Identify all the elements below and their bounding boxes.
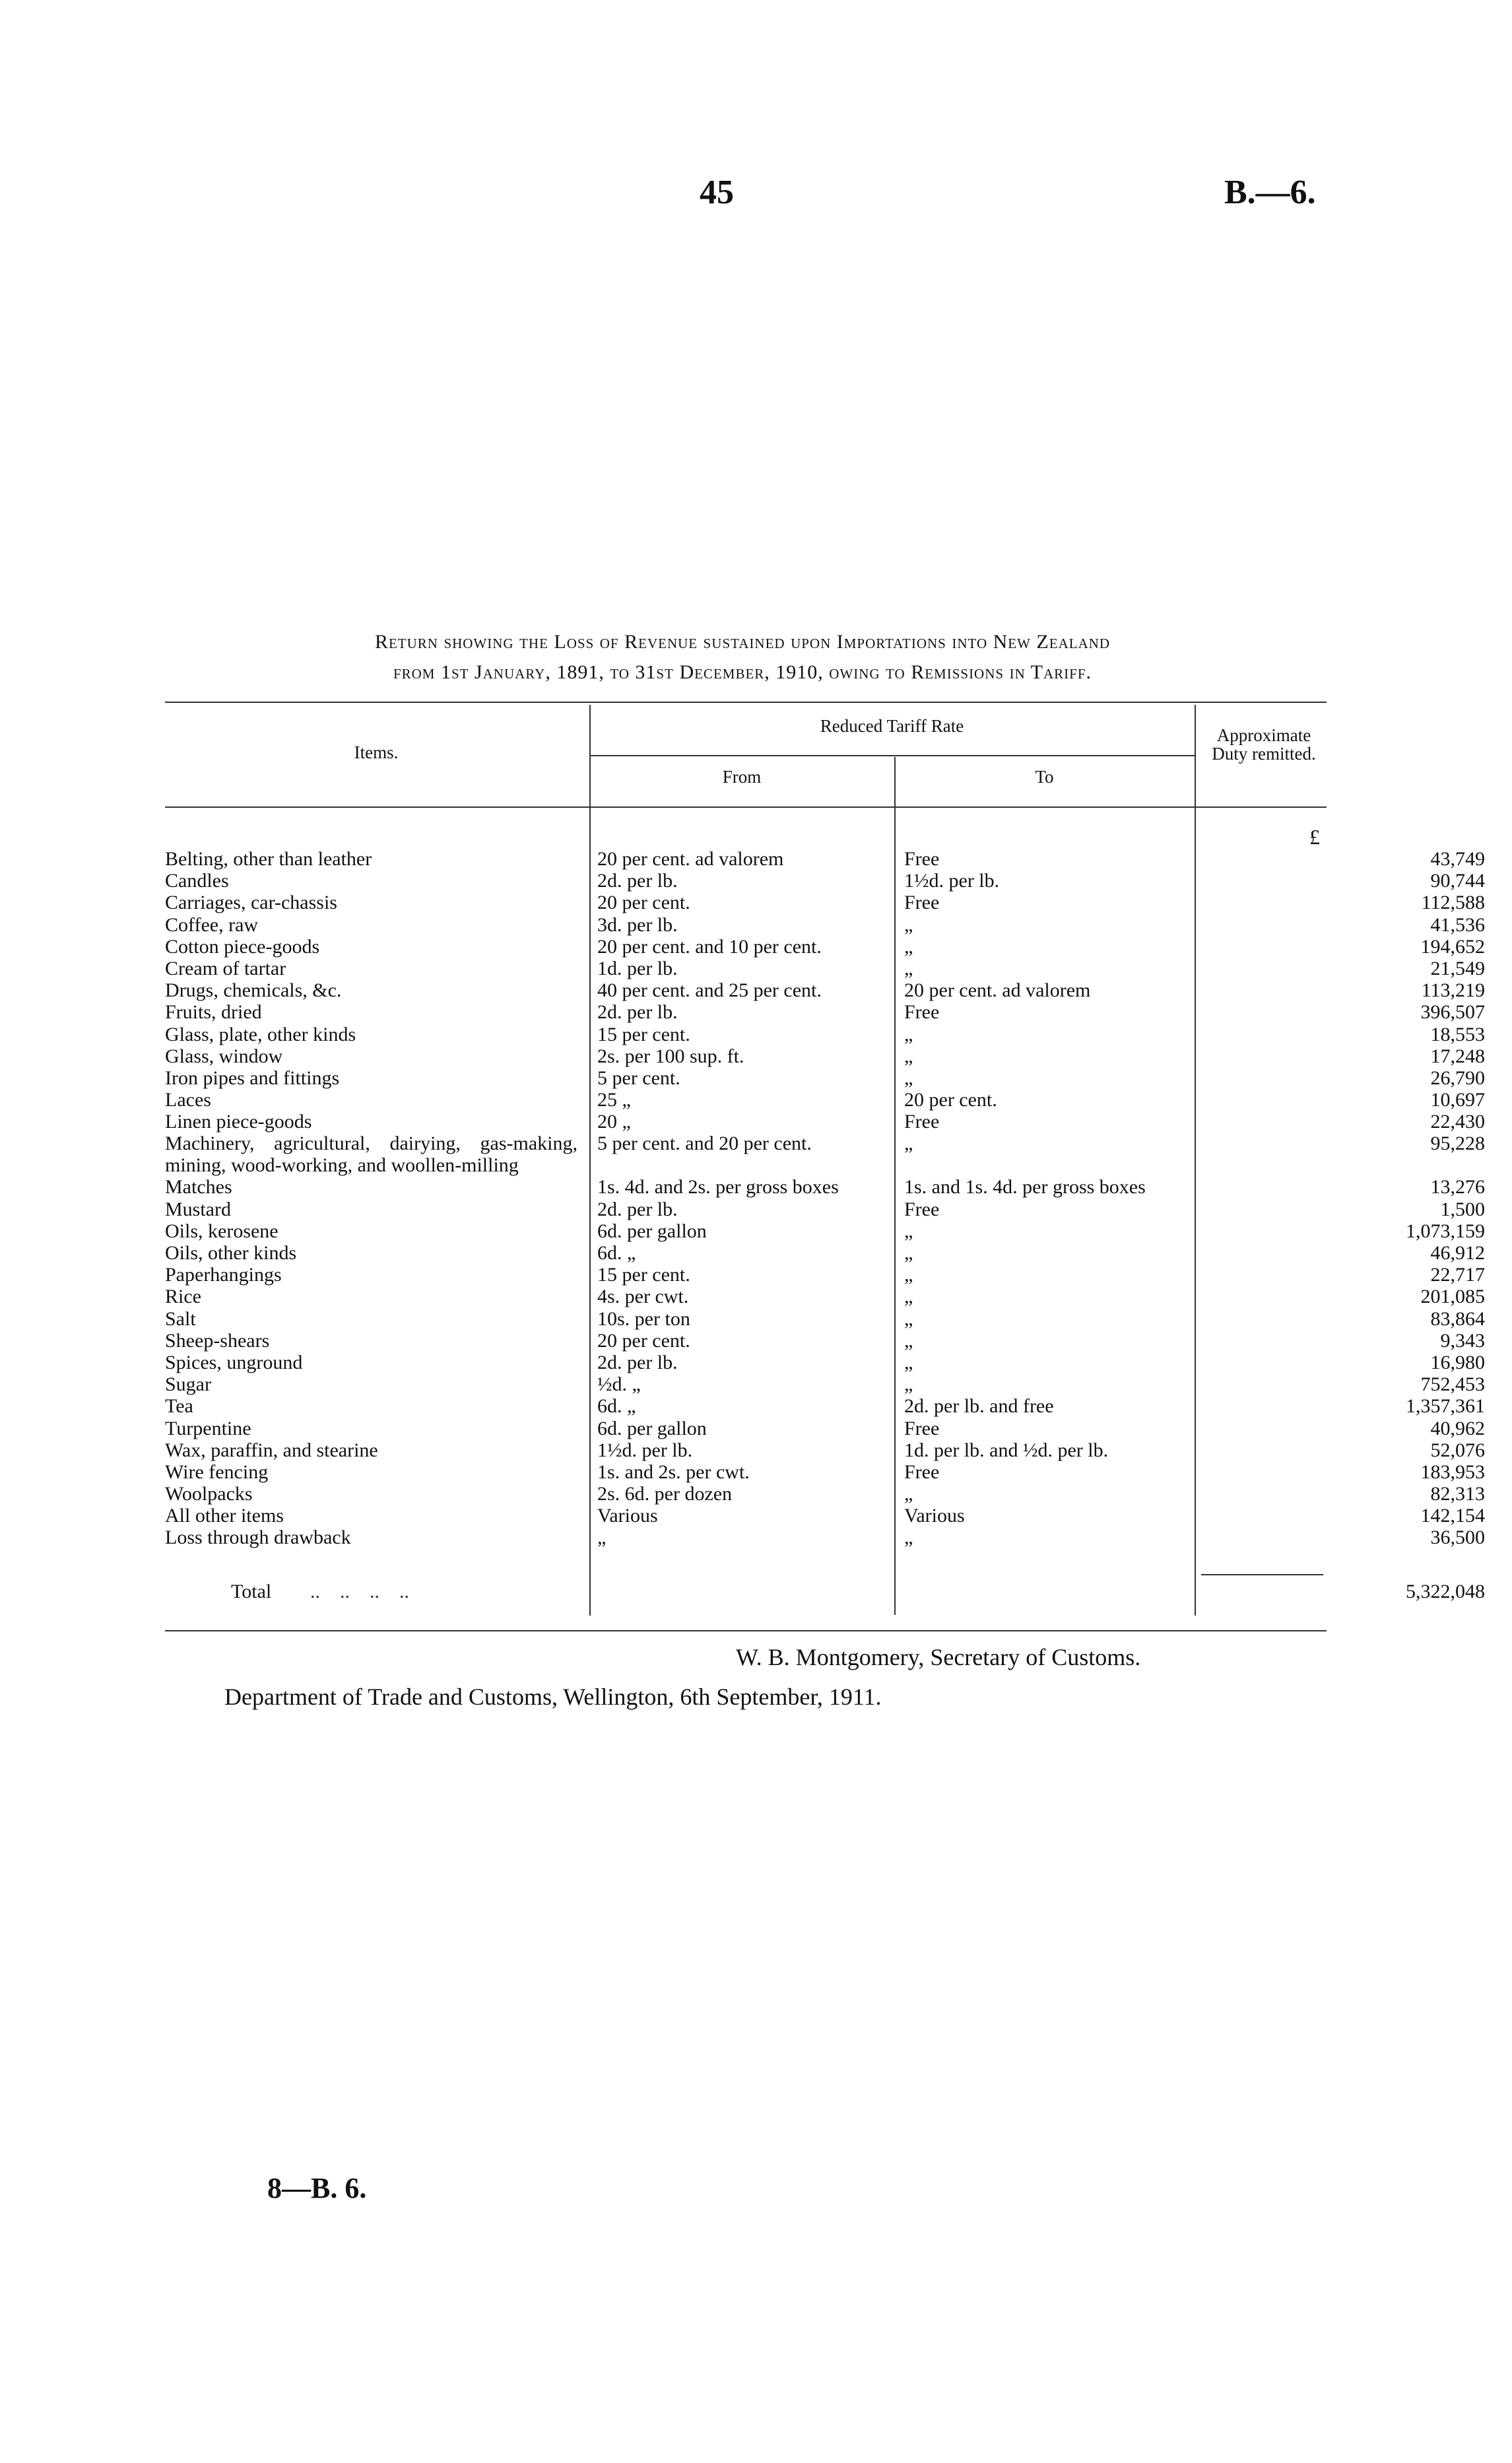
column-divider-from [894, 757, 896, 1615]
row-to-rate: „ [904, 1527, 913, 1549]
row-item: Drugs, chemicals, &c. [165, 979, 342, 1002]
row-from-rate: 2s. 6d. per dozen [597, 1483, 733, 1505]
row-item: Turpentine [165, 1417, 251, 1439]
row-to-rate: „ [904, 1067, 913, 1089]
row-from-rate: 2d. per lb. [597, 1351, 678, 1373]
row-amount: 113,219 [1421, 979, 1485, 1002]
row-to-rate: „ [904, 1023, 913, 1045]
total-rule [1201, 1574, 1323, 1575]
row-amount: 90,744 [1430, 870, 1485, 892]
row-from-rate: 3d. per lb. [597, 913, 678, 936]
title-line-2: from 1st January, 1891, to 31st December, 1910, owing to Remissions in Tariff. [393, 661, 1092, 683]
row-to-rate: 1½d. per lb. [904, 870, 1000, 892]
row-amount: 752,453 [1420, 1373, 1485, 1396]
row-to-rate: „ [904, 1220, 913, 1242]
row-amount: 9,343 [1440, 1329, 1485, 1352]
row-to-rate: „ [904, 1264, 913, 1286]
row-item: Cream of tartar [165, 957, 286, 979]
row-item: Candles [165, 870, 229, 892]
row-from-rate: 15 per cent. [597, 1023, 690, 1045]
row-amount: 17,248 [1430, 1045, 1485, 1067]
row-from-rate: 20 per cent. and 10 per cent. [597, 935, 822, 958]
row-from-rate: 6d. „ [597, 1242, 636, 1264]
row-from-rate: 6d. „ [597, 1395, 636, 1418]
table-bottom-rule [165, 1630, 1327, 1631]
row-to-rate: „ [904, 913, 913, 936]
header-to: To [1035, 767, 1054, 787]
header-from: From [722, 767, 762, 787]
row-from-rate: 2d. per lb. [597, 1001, 678, 1024]
row-from-rate: 20 „ [597, 1111, 631, 1133]
total-leaders: .. .. .. .. [310, 1581, 409, 1602]
row-amount: 41,536 [1430, 913, 1485, 936]
row-item: All other items [165, 1505, 284, 1527]
row-item: Linen piece-goods [165, 1111, 312, 1133]
row-amount: 22,430 [1430, 1111, 1485, 1133]
row-amount: 43,749 [1430, 848, 1485, 870]
row-amount: 183,953 [1420, 1461, 1485, 1483]
row-to-rate: „ [904, 1133, 913, 1155]
row-item: Salt [165, 1307, 196, 1330]
row-to-rate: 20 per cent. ad valorem [904, 979, 1091, 1002]
row-item: Paperhangings [165, 1264, 282, 1286]
row-item: Laces [165, 1089, 211, 1111]
row-item: Tea [165, 1395, 193, 1418]
row-to-rate: „ [904, 1329, 913, 1352]
row-from-rate: 2s. per 100 sup. ft. [597, 1045, 744, 1067]
row-amount: 52,076 [1430, 1439, 1485, 1461]
row-to-rate: Free [904, 1461, 940, 1483]
row-from-rate: 20 per cent. ad valorem [597, 848, 784, 870]
row-amount: 21,549 [1430, 957, 1485, 979]
row-amount: 82,313 [1430, 1483, 1485, 1505]
row-from-rate: 4s. per cwt. [597, 1286, 689, 1308]
row-from-rate: 6d. per gallon [597, 1417, 707, 1439]
row-to-rate: Various [904, 1505, 965, 1527]
row-amount: 1,357,361 [1406, 1395, 1485, 1418]
row-item: Matches [165, 1176, 232, 1199]
row-item: Rice [165, 1286, 201, 1308]
table-top-rule [165, 702, 1327, 703]
row-from-rate: 1s. and 2s. per cwt. [597, 1461, 750, 1483]
row-to-rate: 2d. per lb. and free [904, 1395, 1054, 1418]
header-bottom-rule [165, 806, 1327, 808]
row-from-rate: 6d. per gallon [597, 1220, 707, 1242]
row-item: Glass, window [165, 1045, 283, 1067]
row-amount: 112,588 [1421, 892, 1485, 914]
row-to-rate: „ [904, 957, 913, 979]
row-from-rate: 20 per cent. [597, 1329, 690, 1352]
row-amount: 40,962 [1430, 1417, 1485, 1439]
department-line: Department of Trade and Customs, Wellington, 6th September, 1911. [224, 1684, 882, 1710]
row-from-rate: 1s. 4d. and 2s. per gross boxes [597, 1176, 839, 1199]
row-amount: 36,500 [1430, 1527, 1485, 1549]
row-to-rate: „ [904, 1242, 913, 1264]
row-amount: 10,697 [1430, 1089, 1485, 1111]
row-to-rate: „ [904, 1045, 913, 1067]
row-item: Wax, paraffin, and stearine [165, 1439, 378, 1461]
row-amount: 22,717 [1430, 1264, 1485, 1286]
row-item: Oils, kerosene [165, 1220, 279, 1242]
row-to-rate: 1d. per lb. and ½d. per lb. [904, 1439, 1109, 1461]
header-items: Items. [354, 742, 399, 762]
row-amount: 83,864 [1430, 1307, 1485, 1330]
row-item: Sugar [165, 1373, 211, 1396]
row-to-rate: „ [904, 1483, 913, 1505]
row-item: Spices, unground [165, 1351, 303, 1373]
row-amount: 46,912 [1430, 1242, 1485, 1264]
row-item: Loss through drawback [165, 1527, 351, 1549]
row-from-rate: ½d. „ [597, 1373, 641, 1396]
row-item: Carriages, car-chassis [165, 892, 337, 914]
title-line-1: Return showing the Loss of Revenue sustained upon Importations into New Zealand [374, 631, 1111, 653]
document-reference: B.—6. [1224, 174, 1316, 211]
row-item: Iron pipes and fittings [165, 1067, 340, 1089]
row-from-rate: 15 per cent. [597, 1264, 690, 1286]
row-amount: 194,652 [1420, 935, 1485, 958]
row-amount: 1,500 [1440, 1198, 1485, 1220]
row-from-rate: 1d. per lb. [597, 957, 678, 979]
row-to-rate: „ [904, 1373, 913, 1396]
row-from-rate: Various [597, 1505, 658, 1527]
row-from-rate: 5 per cent. and 20 per cent. [597, 1133, 812, 1155]
row-item: Woolpacks [165, 1483, 253, 1505]
row-amount: 201,085 [1420, 1286, 1485, 1308]
row-from-rate: 1½d. per lb. [597, 1439, 693, 1461]
signature: W. B. Montgomery, Secretary of Customs. [736, 1644, 1141, 1670]
row-item: Coffee, raw [165, 913, 259, 936]
row-to-rate: „ [904, 1351, 913, 1373]
row-from-rate: 20 per cent. [597, 892, 690, 914]
row-from-rate: 40 per cent. and 25 per cent. [597, 979, 822, 1002]
row-from-rate: 25 „ [597, 1089, 631, 1111]
row-to-rate: „ [904, 935, 913, 958]
row-amount: 396,507 [1420, 1001, 1485, 1024]
row-item: Glass, plate, other kinds [165, 1023, 356, 1045]
row-to-rate: Free [904, 1417, 940, 1439]
header-reduced-tariff-rate: Reduced Tariff Rate [820, 716, 964, 736]
row-from-rate: „ [597, 1527, 607, 1549]
table-title [165, 627, 1320, 688]
row-to-rate: 20 per cent. [904, 1089, 997, 1111]
row-to-rate: Free [904, 1198, 940, 1220]
row-item: Machinery, agricultural, dairying, gas-making, mining, wood-working, and woollen-milling [165, 1133, 577, 1177]
row-to-rate: 1s. and 1s. 4d. per gross boxes [904, 1176, 1146, 1199]
row-from-rate: 2d. per lb. [597, 870, 678, 892]
row-to-rate: „ [904, 1307, 913, 1330]
row-from-rate: 10s. per ton [597, 1307, 690, 1330]
row-to-rate: Free [904, 1111, 940, 1133]
row-to-rate: Free [904, 1001, 940, 1024]
row-item: Mustard [165, 1198, 231, 1220]
column-divider-items [589, 705, 591, 1616]
row-to-rate: „ [904, 1286, 913, 1308]
row-amount: 26,790 [1430, 1067, 1485, 1089]
row-item: Cotton piece-goods [165, 935, 320, 958]
row-amount: 18,553 [1430, 1023, 1485, 1045]
total-label: Total [231, 1581, 272, 1602]
row-amount: 95,228 [1430, 1133, 1485, 1155]
currency-symbol: £ [1309, 825, 1320, 849]
row-amount: 1,073,159 [1406, 1220, 1485, 1242]
row-amount: 142,154 [1420, 1505, 1485, 1527]
footer-reference: 8—B. 6. [267, 2172, 367, 2204]
row-from-rate: 2d. per lb. [597, 1198, 678, 1220]
subheader-rule [589, 755, 1195, 756]
row-from-rate: 5 per cent. [597, 1067, 680, 1089]
row-item: Fruits, dried [165, 1001, 262, 1024]
row-amount: 13,276 [1430, 1176, 1485, 1199]
row-item: Sheep-shears [165, 1329, 270, 1352]
row-item: Belting, other than leather [165, 848, 372, 870]
row-item: Wire fencing [165, 1461, 269, 1483]
row-to-rate: Free [904, 892, 940, 914]
row-to-rate: Free [904, 848, 940, 870]
page-number: 45 [700, 174, 734, 211]
header-duty-remitted: Approximate Duty remitted. [1212, 725, 1316, 764]
total-amount: 5,322,048 [1406, 1581, 1485, 1602]
row-amount: 16,980 [1430, 1351, 1485, 1373]
row-item: Oils, other kinds [165, 1242, 297, 1264]
